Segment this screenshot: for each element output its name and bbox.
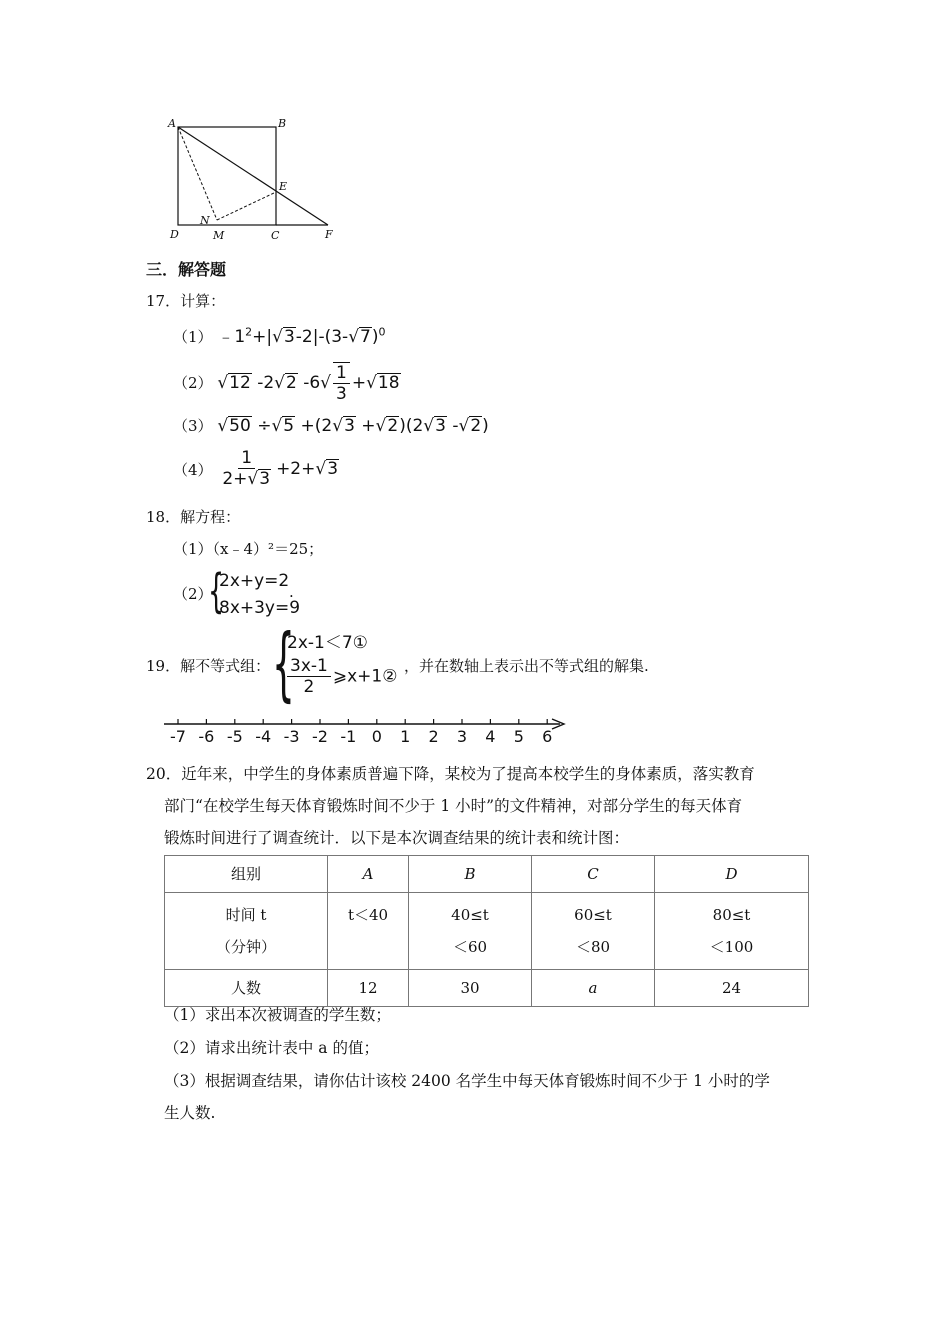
axis-tick-label: -5 [226, 727, 243, 746]
time-c-1: 60≤t [574, 906, 612, 924]
label-n: N [200, 214, 210, 227]
time-b-2: ＜60 [452, 938, 488, 956]
axis-tick-label: -6 [198, 727, 215, 746]
q17-item-1-expr: $﹣1^2+|√3-2|-(3-√7)^0$ [217, 325, 386, 347]
time-label-2: （分钟） [215, 938, 276, 956]
q17-item-2-label: （2） [173, 374, 213, 392]
q19-ineq-2-num: 3x-1 [287, 656, 331, 677]
label-a: A [168, 117, 176, 130]
q17-title: 计算： [180, 292, 226, 310]
axis-tick-label: -4 [255, 727, 272, 746]
table-cell-count-c: a [532, 970, 655, 1007]
q20-sub-3: （3）根据调查结果，请你估计该校 2400 名学生中每天体育锻炼时间不少于 1 小时的学 [164, 1072, 770, 1090]
axis-tick-label: -2 [312, 727, 328, 746]
label-m: M [213, 229, 225, 242]
q18-item-1 [173, 538, 323, 559]
table-cell-time-d [655, 893, 809, 970]
table-row [165, 856, 809, 893]
table-cell-count-b: 30 [409, 970, 532, 1007]
q18-number: 18． [146, 508, 181, 526]
axis-tick-label: 5 [513, 727, 524, 746]
table-cell-time-c [532, 893, 655, 970]
label-c: C [271, 229, 280, 242]
q17-item-3-expr: √50 ÷√5 +(2√3 +√2)(2√3 -√2) [217, 416, 489, 436]
table-cell-header-a: A [328, 856, 409, 893]
q17-item-4-expr: $\frac{1}{2+√3}$ +2+√3 [222, 448, 339, 489]
q17-item-3-label: （3） [173, 417, 213, 435]
q18-title: 解方程： [180, 508, 241, 526]
q18-eq-1: 2x+y=2 [219, 571, 290, 591]
q19-ineq-2 [285, 656, 397, 697]
q20-sub-1: （1）求出本次被调查的学生数； [164, 1006, 391, 1024]
axis-tick-label: 0 [371, 727, 382, 746]
q17-item-1 [173, 322, 386, 347]
axis-tick-label: -7 [170, 727, 186, 746]
time-a-1: t＜40 [347, 906, 389, 924]
q17-heading [146, 290, 225, 311]
axis-tick-label: -1 [340, 727, 357, 746]
q20-text-1: 近年来，中学生的身体素质普遍下降，某校为了提高本校学生的身体素质，落实教育 [181, 765, 755, 783]
q17-item-3 [173, 415, 489, 436]
axis-tick-label: 4 [485, 727, 496, 746]
table-cell-header-c: C [532, 856, 655, 893]
label-f: F [325, 228, 333, 241]
q18-item-2-label: （2） [173, 585, 213, 603]
q17-item-2 [173, 362, 401, 404]
stat-table [164, 855, 809, 1007]
time-b-1: 40≤t [451, 906, 489, 924]
table-cell-count-label: 人数 [165, 970, 328, 1007]
q19-heading [146, 655, 270, 676]
axis-tick-label: 2 [428, 727, 439, 746]
time-d-1: 80≤t [712, 906, 751, 924]
q19-ineq-1: 2x-1＜7① [287, 633, 368, 653]
q18-end: . [289, 583, 294, 601]
time-c-2: ＜80 [575, 938, 611, 956]
table-cell-count-d: 24 [655, 970, 809, 1007]
q18-item-1-expr: （x﹣4）²＝25； [212, 540, 324, 558]
q18-brace: { [208, 564, 225, 618]
table-cell-header-d: D [655, 856, 809, 893]
section-title: 三．解答题 [146, 260, 227, 279]
table-cell-count-a: 12 [328, 970, 409, 1007]
q19-tail: ，并在数轴上表示出不等式组的解集. [404, 657, 649, 675]
q17-item-2-expr: √12 -2√2 -6√ $\frac{1}{3}$ +√18 [217, 363, 400, 404]
q20-sub-2: （2）请求出统计表中 a 的值； [164, 1039, 379, 1057]
table-cell-time-b [409, 893, 532, 970]
q17-number: 17． [146, 292, 181, 310]
q20-text-3: 锻炼时间进行了调查统计．以下是本次调查结果的统计表和统计图： [164, 829, 630, 847]
time-d-2: ＜100 [709, 938, 754, 956]
table-cell-header-group: 组别 [165, 856, 328, 893]
label-d: D [170, 228, 179, 241]
q19-title: 解不等式组： [180, 657, 271, 675]
q18-eq-2: 8x+3y=9 [219, 598, 301, 618]
q17-item-4-label: （4） [173, 461, 213, 479]
geometry-figure [165, 115, 345, 245]
q18-item-1-label: （1） [173, 540, 213, 558]
q20-line-1 [146, 762, 755, 784]
table-cell-time-label [165, 893, 328, 970]
label-e: E [279, 180, 288, 193]
q18-heading [146, 506, 240, 527]
q17-item-4 [173, 448, 339, 489]
label-b: B [278, 117, 287, 130]
axis-tick-label: 1 [400, 727, 411, 746]
axis-tick-label: -3 [283, 727, 300, 746]
table-row [165, 970, 809, 1007]
q19-ineq-2-rest: ⩾x+1② [332, 666, 398, 687]
q19-number: 19． [146, 657, 181, 675]
q19-brace: { [272, 617, 295, 710]
q20-sub-4: 生人数. [164, 1104, 216, 1122]
table-cell-header-b: B [409, 856, 532, 893]
axis-tick-label: 6 [542, 727, 553, 746]
axis-tick-label: 3 [456, 727, 468, 746]
table-cell-time-a [328, 893, 409, 970]
q20-text-2: 部门“在校学生每天体育锻炼时间不少于 1 小时”的文件精神，对部分学生的每天体育 [164, 797, 743, 815]
time-label-1: 时间 t [225, 906, 267, 924]
q19-ineq-2-den: 2 [303, 677, 315, 697]
q17-item-1-label: （1） [173, 328, 213, 346]
q20-number: 20． [146, 765, 182, 783]
table-row [165, 893, 809, 970]
